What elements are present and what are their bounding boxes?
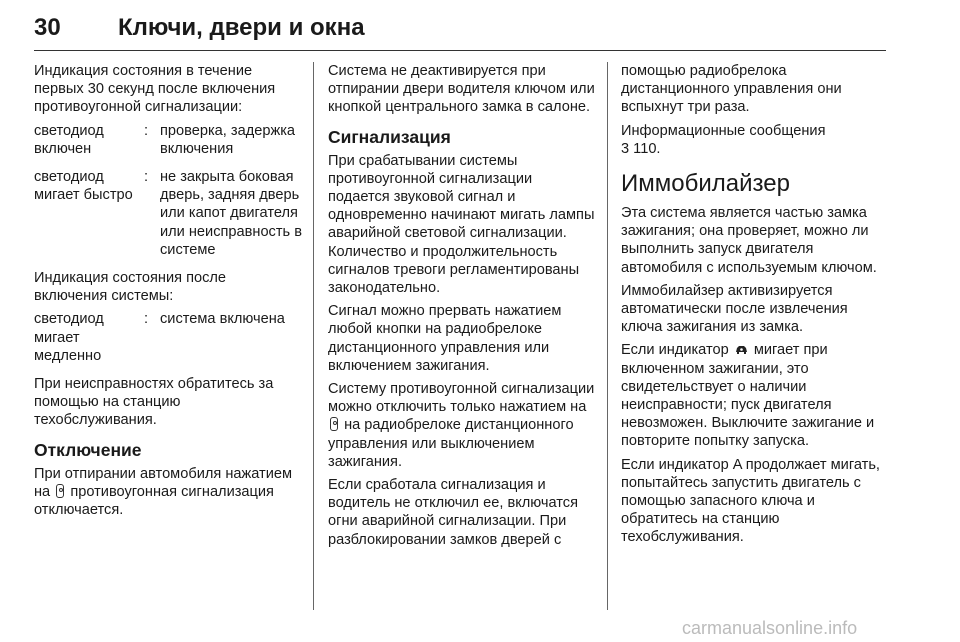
definition-key: светодиод включен: [34, 122, 104, 157]
paragraph: [621, 122, 889, 158]
text-fragment: мигает при включенном зажигании, это свидетельствует о наличии неисправности; пуск двигателя невозможен. Выключите зажигание и повторите попытку запуска.: [621, 342, 875, 450]
page-reference: 3 110.: [621, 140, 661, 157]
watermark: carmanualsonline.info: [682, 618, 858, 638]
paragraph: Индикация состояния в течение первых 30 секунд после включения противоугонной сигнализации:: [34, 63, 276, 116]
definition-row: [34, 310, 302, 365]
column-1: [34, 62, 302, 524]
definition-separator: :: [144, 311, 149, 328]
paragraph: Сигнал можно прервать нажатием любой кнопки на радиобрелоке дистанционного управления или включением зажигания.: [328, 303, 562, 374]
section-heading-disarm: Отключение: [34, 439, 142, 460]
paragraph: [328, 380, 596, 471]
definition-value: проверка, задержка включения: [160, 122, 296, 157]
header-rule: [34, 50, 886, 51]
paragraph: Эта система является частью замка зажигания; она проверяет, можно ли выполнить запуск двигателя автомобиля с используемым ключом.: [621, 205, 877, 276]
text-fragment: Систему противоугонной сигнализации можно отключить только нажатием на: [328, 381, 595, 416]
definition-key: светодиод мигает медленно: [34, 311, 104, 364]
paragraph: Если индикатор A продолжает мигать, попытайтесь запустить двигатель с помощью запасного ключа и обратитесь на станцию техобслуживания.: [621, 456, 880, 546]
section-heading-alarm: Сигнализация: [328, 126, 451, 147]
text-fragment: Если индикатор: [621, 342, 729, 359]
column-2: [328, 62, 596, 554]
definition-value: система включена: [160, 311, 285, 328]
paragraph: помощью радиобрелока дистанционного управления они вспыхнут три раза.: [621, 63, 842, 116]
definition-row: [34, 168, 302, 259]
section-heading-immobilizer: Иммобилайзер: [621, 170, 790, 198]
paragraph: Система не деактивируется при отпирании двери водителя ключом или кнопкой центрального замка в салоне.: [328, 63, 595, 116]
paragraph: [621, 341, 889, 450]
paragraph: Индикация состояния после включения системы:: [34, 270, 227, 305]
page-header: [34, 6, 886, 48]
key-fob-unlock-icon: [56, 484, 64, 498]
definition-value: не закрыта боковая дверь, задняя дверь или капот двигателя или неисправность в системе: [160, 169, 302, 258]
paragraph: [34, 465, 302, 520]
key-fob-unlock-icon: [330, 417, 338, 431]
paragraph: Иммобилайзер активизируется автоматически после извлечения ключа зажигания из замка.: [621, 282, 848, 336]
definition-key: светодиод мигает быстро: [34, 169, 133, 204]
column-3: [621, 62, 889, 552]
paragraph: Если сработала сигнализация и водитель не отключил ее, включатся огни аварийной сигнализации. При разблокировании замков дверей с: [328, 477, 579, 548]
immobilizer-car-key-icon: [735, 343, 748, 355]
definition-separator: :: [144, 122, 149, 139]
column-divider: [313, 62, 314, 610]
definition-row: [34, 122, 302, 158]
text-fragment: При отпирании автомобиля нажатием на: [34, 465, 293, 500]
paragraph: При неисправностях обратитесь за помощью на станцию техобслуживания.: [34, 376, 274, 429]
definition-separator: :: [144, 169, 149, 186]
chapter-title: Ключи, двери и окна: [118, 14, 365, 41]
page-number: 30: [34, 14, 61, 41]
text-fragment: противоугонная сигнализация отключается.: [34, 483, 274, 519]
paragraph: При срабатывании системы противоугонной сигнализации подается звуковой сигнал и одновременно начинают мигать лампы аварийной световой сигнализации. Количество и продолжительность сигналов тревоги регламентированы законодательно.: [328, 152, 595, 297]
text-fragment: Информационные сообщения: [621, 122, 826, 139]
column-divider: [607, 62, 608, 610]
text-fragment: на радиобрелоке дистанционного управления или выключением зажигания.: [328, 417, 574, 470]
